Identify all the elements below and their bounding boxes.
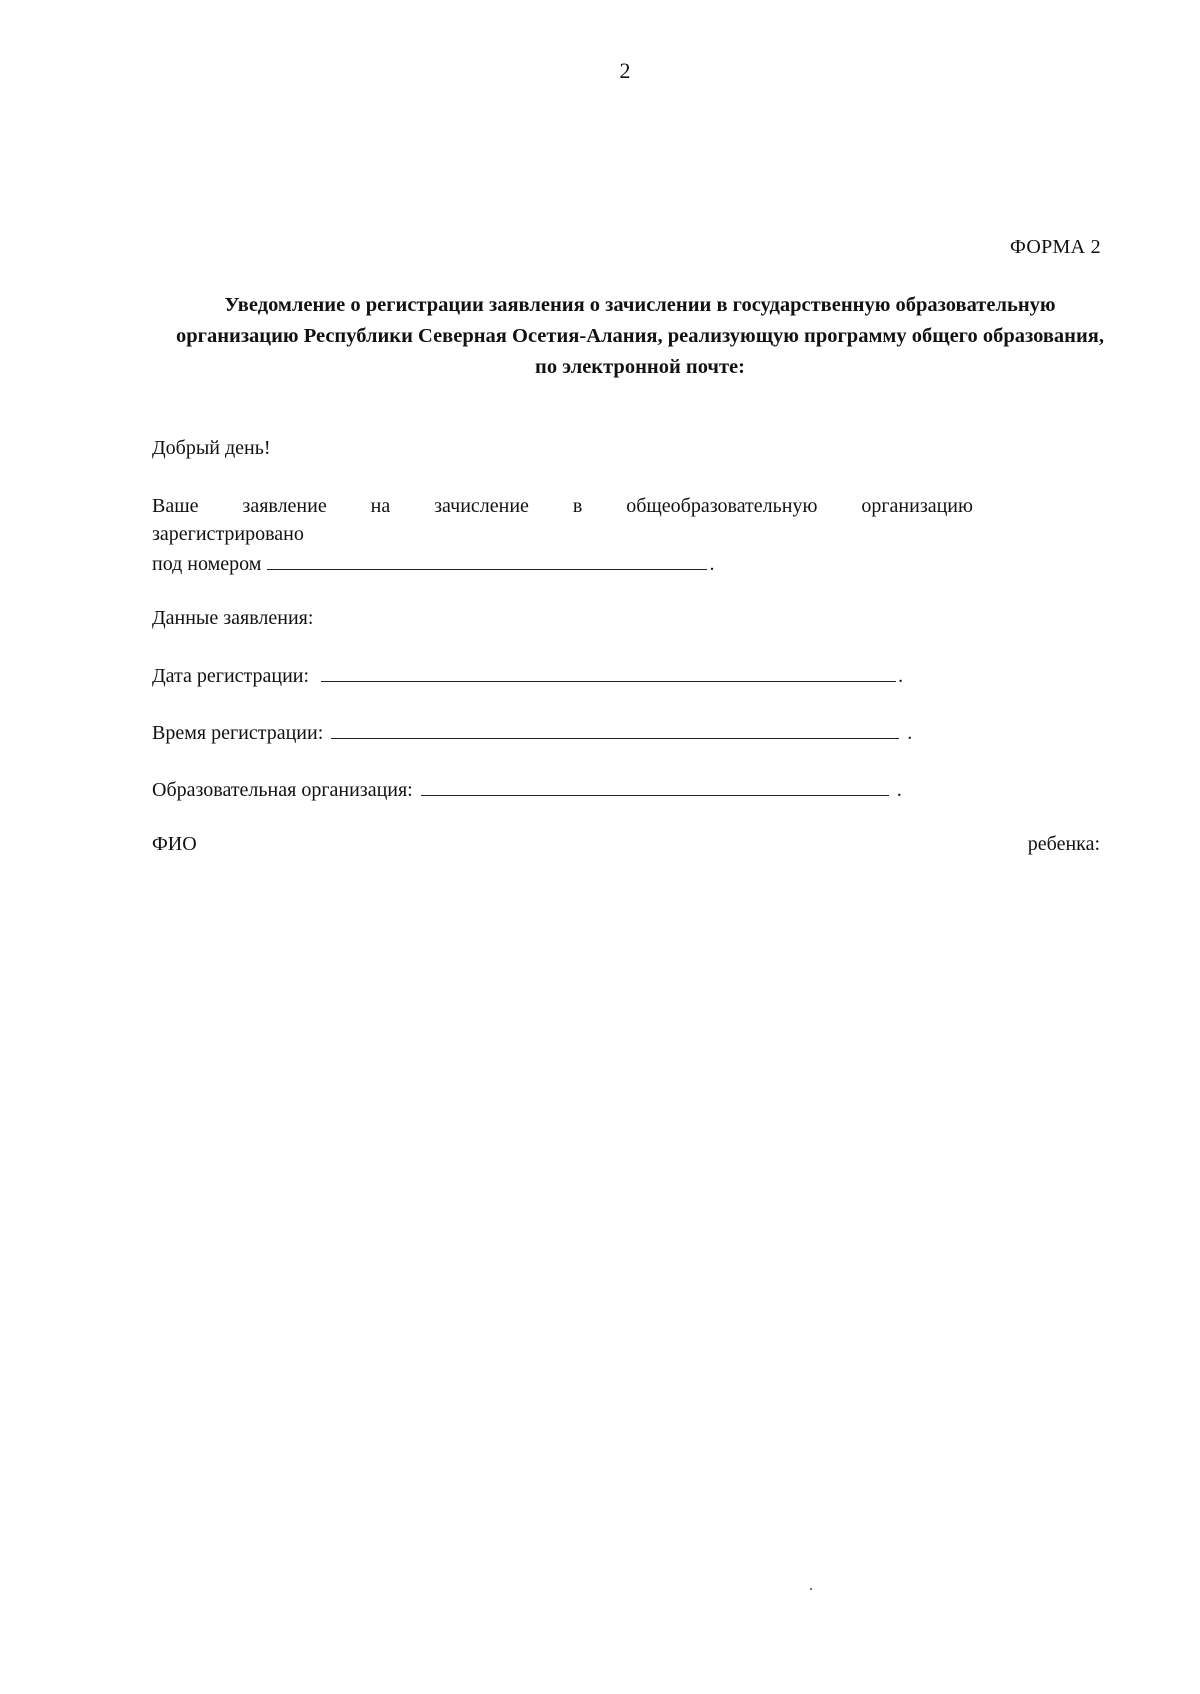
application-number-row [152, 551, 714, 576]
application-number-end: . [709, 553, 715, 575]
organization-label: Образовательная организация: [152, 779, 413, 801]
reg-time-field[interactable] [331, 720, 899, 739]
statement-word: заявление [242, 495, 327, 517]
scan-dot [810, 1588, 812, 1590]
statement-word: организацию [861, 495, 973, 517]
reg-date-field[interactable] [321, 663, 896, 682]
reg-time-label: Время регистрации: [152, 722, 324, 744]
reg-date-row [152, 663, 903, 688]
statement-word: на [370, 495, 391, 517]
organization-end: . [896, 779, 902, 801]
statement-word: зачисление [434, 495, 529, 517]
statement-line-1 [152, 495, 973, 518]
statement-word: общеобразовательную [626, 495, 818, 517]
document-title: Уведомление о регистрации заявления о зачислении в государственную образовательную организацию Республики Северная Осетия-Алания, реализующую программу общего образования, по электронной почте: [175, 294, 1105, 378]
data-heading: Данные заявления: [152, 607, 314, 629]
statement-word: Ваше [152, 495, 199, 517]
organization-field[interactable] [421, 777, 889, 796]
form-label: ФОРМА 2 [1010, 236, 1101, 258]
organization-row [152, 777, 902, 802]
reg-time-row [152, 720, 912, 745]
statement-line-2: зарегистрировано [152, 523, 304, 545]
child-name-label-left: ФИО [152, 833, 197, 855]
reg-date-label: Дата регистрации: [152, 665, 310, 687]
page-number: 2 [619, 58, 631, 83]
reg-time-end: . [907, 722, 913, 744]
application-number-label: под номером [152, 553, 262, 575]
greeting: Добрый день! [152, 437, 271, 459]
child-name-row [152, 833, 1100, 856]
application-number-field[interactable] [267, 551, 707, 570]
reg-date-end: . [898, 665, 904, 687]
child-name-label-right: ребенка: [1027, 833, 1100, 855]
statement-word: в [572, 495, 583, 517]
